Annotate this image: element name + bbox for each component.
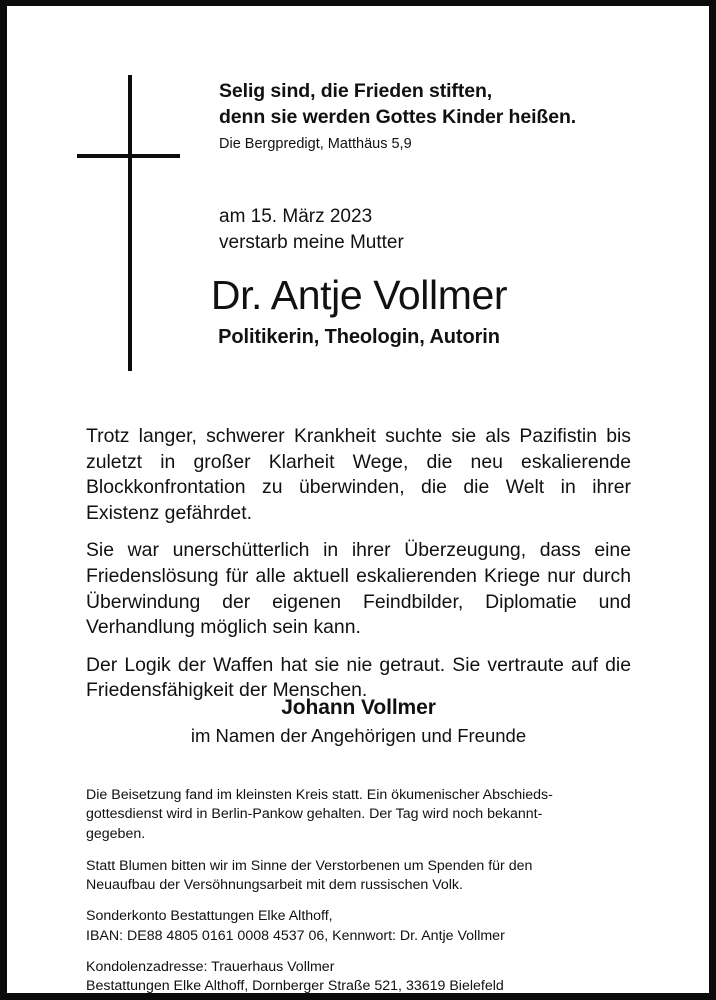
funeral-details-line-3: gegeben. [86, 825, 146, 842]
scripture-line-1: Selig sind, die Frieden stiften, [219, 80, 493, 102]
deceased-roles: Politikerin, Theologin, Autorin [218, 326, 500, 348]
tribute-text [86, 424, 631, 704]
scripture-source: Die Bergpredigt, Matthäus 5,9 [219, 136, 412, 152]
condolence-address [86, 958, 631, 997]
signatory-name: Johann Vollmer [281, 696, 436, 719]
condolence-address-line-1: Kondolenzadresse: Trauerhaus Vollmer [86, 959, 335, 976]
funeral-details-line-1: Die Beisetzung fand im kleinsten Kreis statt. Ein ökumenischer Abschieds- [86, 787, 553, 803]
donation-request-line-1: Statt Blumen bitten wir im Sinne der Verstorbenen um Spenden für den [86, 857, 533, 874]
donation-account [86, 907, 631, 946]
condolence-address-line-2: Bestattungen Elke Althoff, Dornberger Straße 521, 33619 Bielefeld [86, 978, 504, 995]
notice-header [7, 6, 709, 406]
scripture-line-2: denn sie werden Gottes Kinder heißen. [219, 106, 577, 128]
passing-date: am 15. März 2023 [219, 206, 373, 227]
funeral-details-line-2: gottesdienst wird in Berlin-Pankow gehalten. Der Tag wird noch bekannt- [86, 806, 543, 823]
donation-request [86, 857, 631, 896]
signatory-on-behalf: im Namen der Angehörigen und Freunde [190, 725, 527, 746]
tribute-paragraph-3: Der Logik der Waffen hat sie nie getraut. Sie vertraute auf die Friedensfähigkeit der Menschen. [86, 653, 631, 702]
signature-block [86, 694, 631, 748]
deceased-name: Dr. Antje Vollmer [210, 272, 508, 318]
donation-request-line-2: Neuaufbau der Versöhnungsarbeit mit dem russischen Volk. [86, 877, 463, 894]
scripture-quote [219, 78, 639, 154]
donation-account-name: Sonderkonto Bestattungen Elke Althoff, [86, 908, 333, 925]
deceased-block [14, 270, 704, 351]
passing-relation: verstarb meine Mutter [219, 232, 404, 253]
funeral-details [86, 786, 631, 844]
fineprint-block [86, 786, 631, 997]
passing-announcement [219, 204, 639, 256]
tribute-paragraph-2: Sie war unerschütterlich in ihrer Überzeugung, dass eine Friedenslösung für alle aktuell eskalierenden Kriege nur durch Überwindung der eigenen Feindbilder, Diplomatie und Verhandlung möglich sein kann. [86, 539, 631, 639]
cross-horizontal-bar [77, 154, 180, 158]
obituary-notice [7, 6, 709, 993]
donation-account-iban: IBAN: DE88 4805 0161 0008 4537 06, Kennwort: Dr. Antje Vollmer [86, 927, 505, 944]
tribute-paragraph-1: Trotz langer, schwerer Krankheit suchte sie als Pazifistin bis zuletzt in großer Klarheit Wege, die neu eskalierende Blockkonfrontation zu überwinden, die die Welt in ihrer Existenz gefährdet. [86, 425, 631, 524]
